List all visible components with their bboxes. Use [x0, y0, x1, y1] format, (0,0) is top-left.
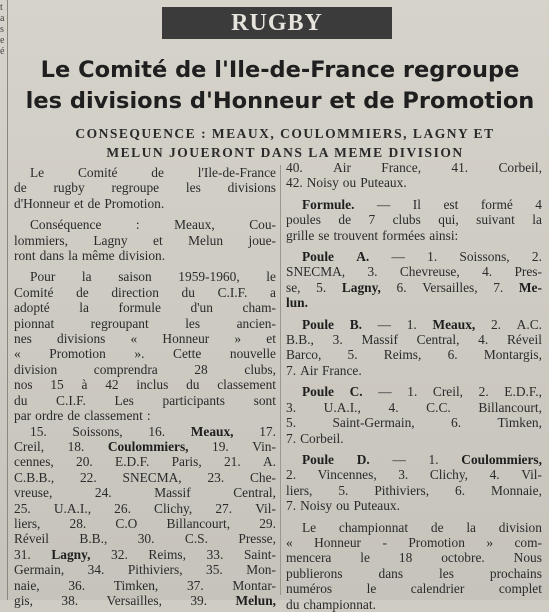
article-column-right	[286, 160, 542, 612]
article-subheadline	[30, 124, 540, 162]
text-line: Pour la saison 1959-1960, le	[30, 269, 276, 285]
text-line: du championnat.	[286, 596, 376, 612]
text-line: adopté la formule d'un cham-	[14, 300, 276, 316]
text-line: liers, 5. Pithiviers, 6. Monnaie,	[286, 482, 542, 498]
section-header	[162, 7, 392, 39]
text-line: 3. U.A.I., 4. C.C. Billancourt,	[286, 399, 542, 415]
text-line: 25. U.A.I., 26. Clichy, 27. Vil-	[14, 500, 276, 516]
column-divider-middle	[280, 165, 281, 595]
text-line: naie, 36. Timken, 37. Montar-	[14, 577, 276, 593]
subhead-line-1: CONSEQUENCE : MEAUX, COULOMMIERS, LAGNY ET	[75, 126, 495, 141]
text-line: du C.I.F. Les participants sont	[14, 392, 276, 408]
adjacent-column-fragment: t a s e é	[0, 2, 5, 57]
text-line: gis, 38. Versailles, 39. Melun,	[14, 592, 276, 608]
text-line: 7. Noisy ou Puteaux.	[286, 498, 400, 514]
text-line: 7. Corbeil.	[286, 430, 344, 446]
section-label: RUGBY	[231, 9, 323, 36]
text-line: Germain, 34. Pithiviers, 35. Mon-	[14, 562, 276, 578]
text-line: lun.	[286, 295, 308, 311]
text-line: Le Comité de l'Ile-de-France	[30, 165, 276, 180]
text-line: Réveil B.B., 30. C.S. Presse,	[14, 531, 276, 547]
text-line: Formule. — Il est formé 4	[302, 196, 542, 212]
text-line: grille se trouvent formées ainsi:	[286, 227, 459, 243]
text-line: poules de 7 clubs qui, suivant la	[286, 212, 542, 228]
text-line: 7. Air France.	[286, 362, 362, 378]
text-line: Creil, 18. Coulommiers, 19. Vin-	[14, 438, 276, 454]
text-line: mencera le 18 octobre. Nous	[286, 550, 542, 566]
text-line: se, 5. Lagny, 6. Versailles, 7. Me-	[286, 279, 542, 295]
text-line: liers, 28. C.O Billancourt, 29.	[14, 515, 276, 531]
text-line: de rugby regroupe les divisions	[14, 180, 276, 196]
headline-line-1: Le Comité de l'Ile-de-France regroupe	[40, 57, 520, 83]
article-column-left	[14, 165, 276, 608]
text-line: Conséquence : Meaux, Cou-	[30, 217, 276, 233]
text-line: publierons dans les prochains	[286, 565, 542, 581]
text-line: Poule A. — 1. Soissons, 2.	[302, 249, 542, 265]
text-line: ront dans la même division.	[14, 248, 166, 264]
text-line: nos 15 à 42 inclus du classement	[14, 377, 276, 393]
text-line: « Promotion ». Cette nouvelle	[14, 346, 276, 362]
text-line: par ordre de classement :	[14, 408, 151, 424]
text-line: Poule C. — 1. Creil, 2. E.D.F.,	[302, 384, 542, 400]
text-line: d'Honneur et de Promotion.	[14, 195, 165, 211]
text-line: 40. Air France, 41. Corbeil,	[286, 160, 542, 175]
text-line: vreuse, 24. Massif Central,	[14, 485, 276, 501]
column-divider	[7, 0, 8, 600]
text-line: numéros le calendrier complet	[286, 581, 542, 597]
text-line: 5. Saint-Germain, 6. Timken,	[286, 415, 542, 431]
text-line: 42. Noisy ou Puteaux.	[286, 175, 407, 191]
text-line: C.B.B., 22. SNECMA, 23. Che-	[14, 469, 276, 485]
subhead-line-2: MELUN JOUERONT DANS LA MEME DIVISION	[106, 145, 464, 160]
text-line: B.B., 3. Massif Central, 4. Réveil	[286, 332, 542, 348]
text-line: nes divisions « Honneur » et	[14, 331, 276, 347]
text-line: 15. Soissons, 16. Meaux, 17.	[30, 423, 276, 439]
article-headline	[18, 55, 542, 117]
text-line: « Honneur - Promotion » com-	[286, 534, 542, 550]
text-line: lommiers, Lagny et Melun joue-	[14, 232, 276, 248]
text-line: Poule D. — 1. Coulommiers,	[302, 451, 542, 467]
text-line: Comité de direction du C.I.F. a	[14, 284, 276, 300]
text-line: 31. Lagny, 32. Reims, 33. Saint-	[14, 546, 276, 562]
text-line: SNECMA, 3. Chevreuse, 4. Pres-	[286, 264, 542, 280]
text-line: 2. Vincennes, 3. Clichy, 4. Vil-	[286, 467, 542, 483]
text-line: cennes, 20. E.D.F. Paris, 21. A.	[14, 454, 276, 470]
headline-line-2: les divisions d'Honneur et de Promotion	[25, 88, 535, 114]
text-line: pionnat regroupant les ancien-	[14, 315, 276, 331]
text-line: Le championnat de la division	[302, 519, 542, 535]
text-line: Barco, 5. Reims, 6. Montargis,	[286, 347, 542, 363]
text-line: Poule B. — 1. Meaux, 2. A.C.	[302, 316, 542, 332]
text-line: division comprendra 28 clubs,	[14, 361, 276, 377]
